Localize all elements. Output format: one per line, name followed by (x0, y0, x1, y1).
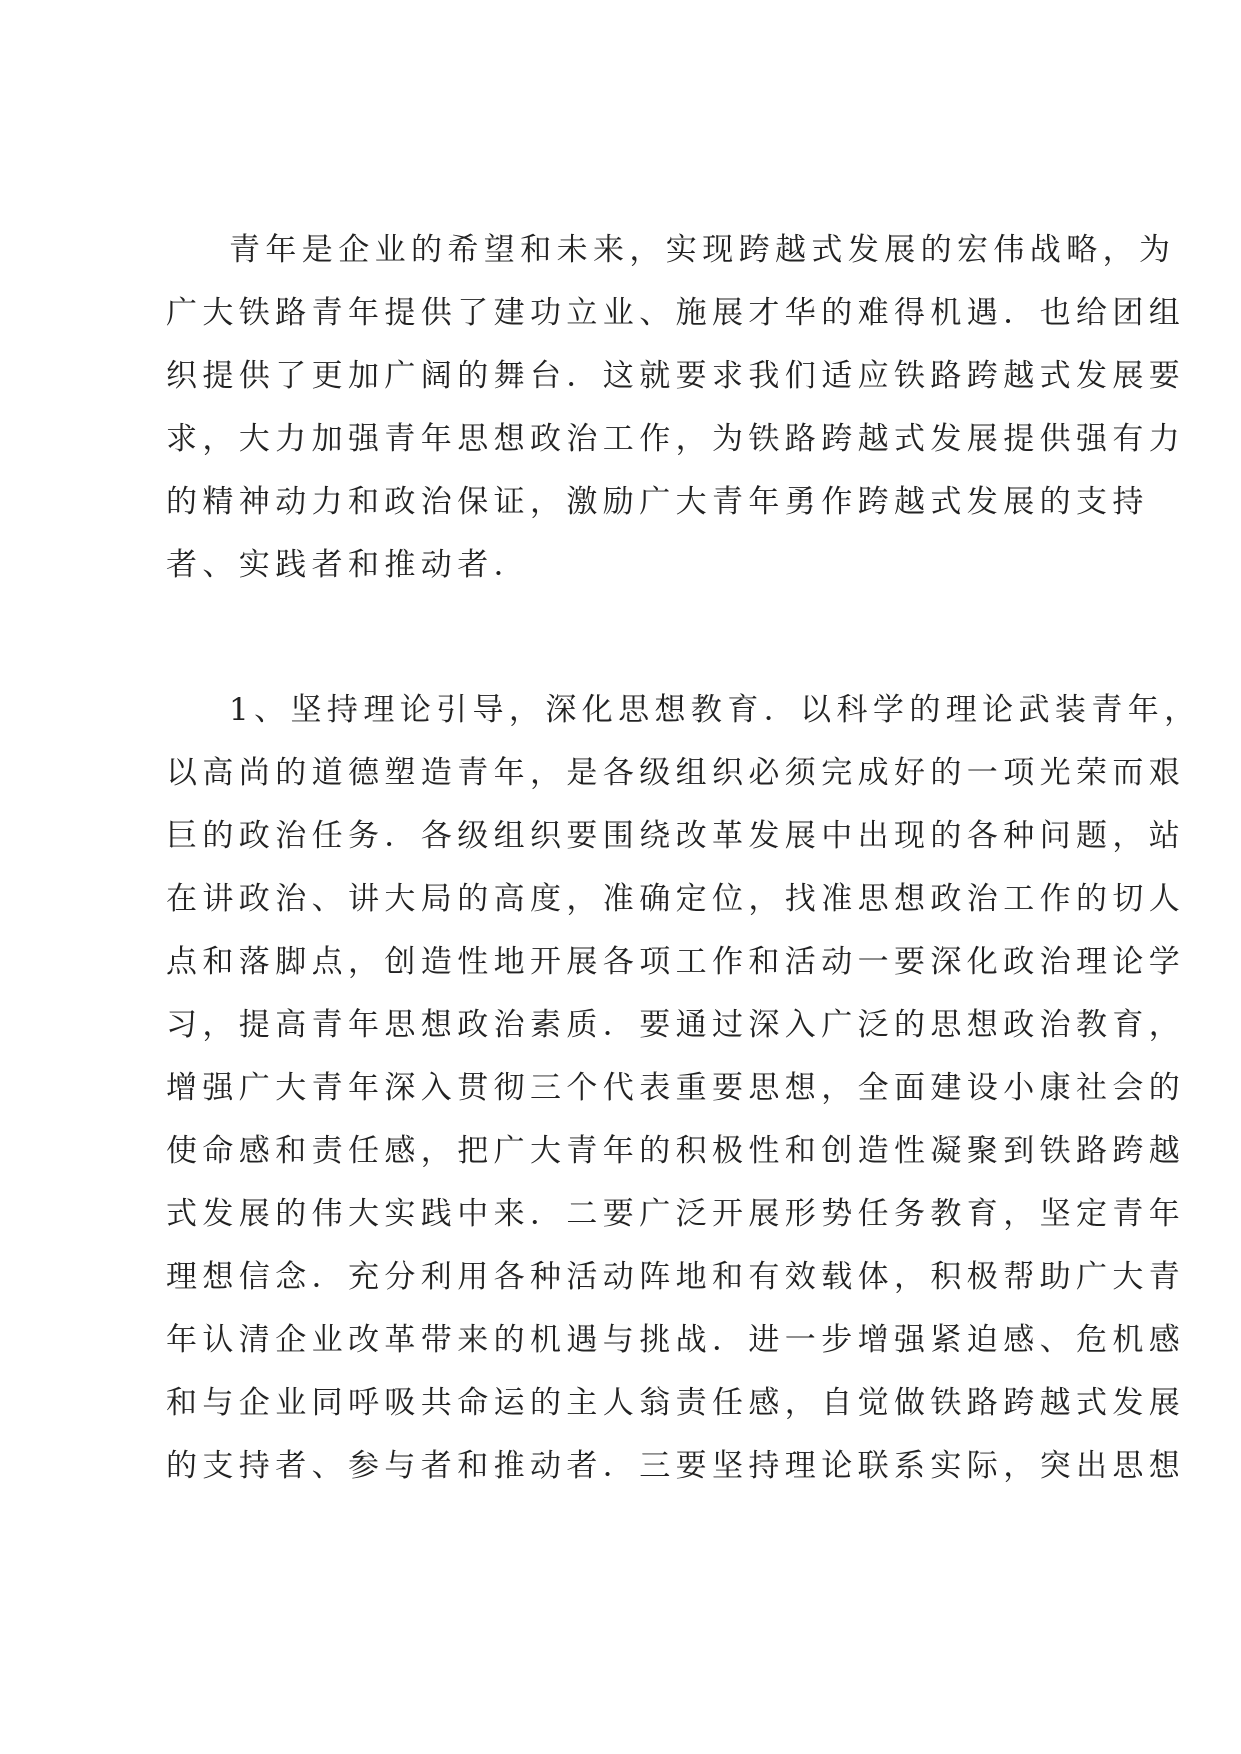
paragraph-line: 使命感和责任感，把广大青年的积极性和创造性凝聚到铁路跨越 (166, 1133, 1186, 1169)
paragraph-line: 点和落脚点，创造性地开展各项工作和活动一要深化政治理论学 (166, 944, 1186, 980)
paragraph-line: 理想信念．充分利用各种活动阵地和有效载体，积极帮助广大青 (166, 1259, 1186, 1295)
paragraph-line: 以高尚的道德塑造青年，是各级组织必须完成好的一项光荣而艰 (166, 755, 1186, 791)
paragraph-line: 巨的政治任务．各级组织要围绕改革发展中出现的各种问题，站 (166, 818, 1186, 854)
paragraph-line: 青年是企业的希望和未来，实现跨越式发展的宏伟战略，为 (229, 232, 1176, 268)
paragraph-line: 的支持者、参与者和推动者．三要坚持理论联系实际，突出思想 (166, 1448, 1186, 1484)
paragraph-line: 求，大力加强青年思想政治工作，为铁路跨越式发展提供强有力 (166, 421, 1186, 457)
paragraph-line: 习，提高青年思想政治素质．要通过深入广泛的思想政治教育， (166, 1007, 1186, 1043)
paragraph-line: 在讲政治、讲大局的高度，准确定位，找准思想政治工作的切人 (166, 881, 1186, 917)
paragraph-line: 的精神动力和政治保证，激励广大青年勇作跨越式发展的支持 (166, 484, 1149, 520)
paragraph-line: 1、坚持理论引导，深化思想教育．以科学的理论武装青年， (229, 692, 1201, 728)
paragraph-line: 式发展的伟大实践中来．二要广泛开展形势任务教育，坚定青年 (166, 1196, 1186, 1232)
paragraph-line: 年认清企业改革带来的机遇与挑战．进一步增强紧迫感、危机感 (166, 1322, 1186, 1358)
paragraph-line: 广大铁路青年提供了建功立业、施展才华的难得机遇．也给团组 (166, 295, 1186, 331)
paragraph-line: 者、实践者和推动者． (166, 547, 530, 583)
paragraph-line: 增强广大青年深入贯彻三个代表重要思想，全面建设小康社会的 (166, 1070, 1186, 1106)
paragraph-line: 和与企业同呼吸共命运的主人翁责任感，自觉做铁路跨越式发展 (166, 1385, 1186, 1421)
paragraph-line: 织提供了更加广阔的舞台．这就要求我们适应铁路跨越式发展要 (166, 358, 1186, 394)
